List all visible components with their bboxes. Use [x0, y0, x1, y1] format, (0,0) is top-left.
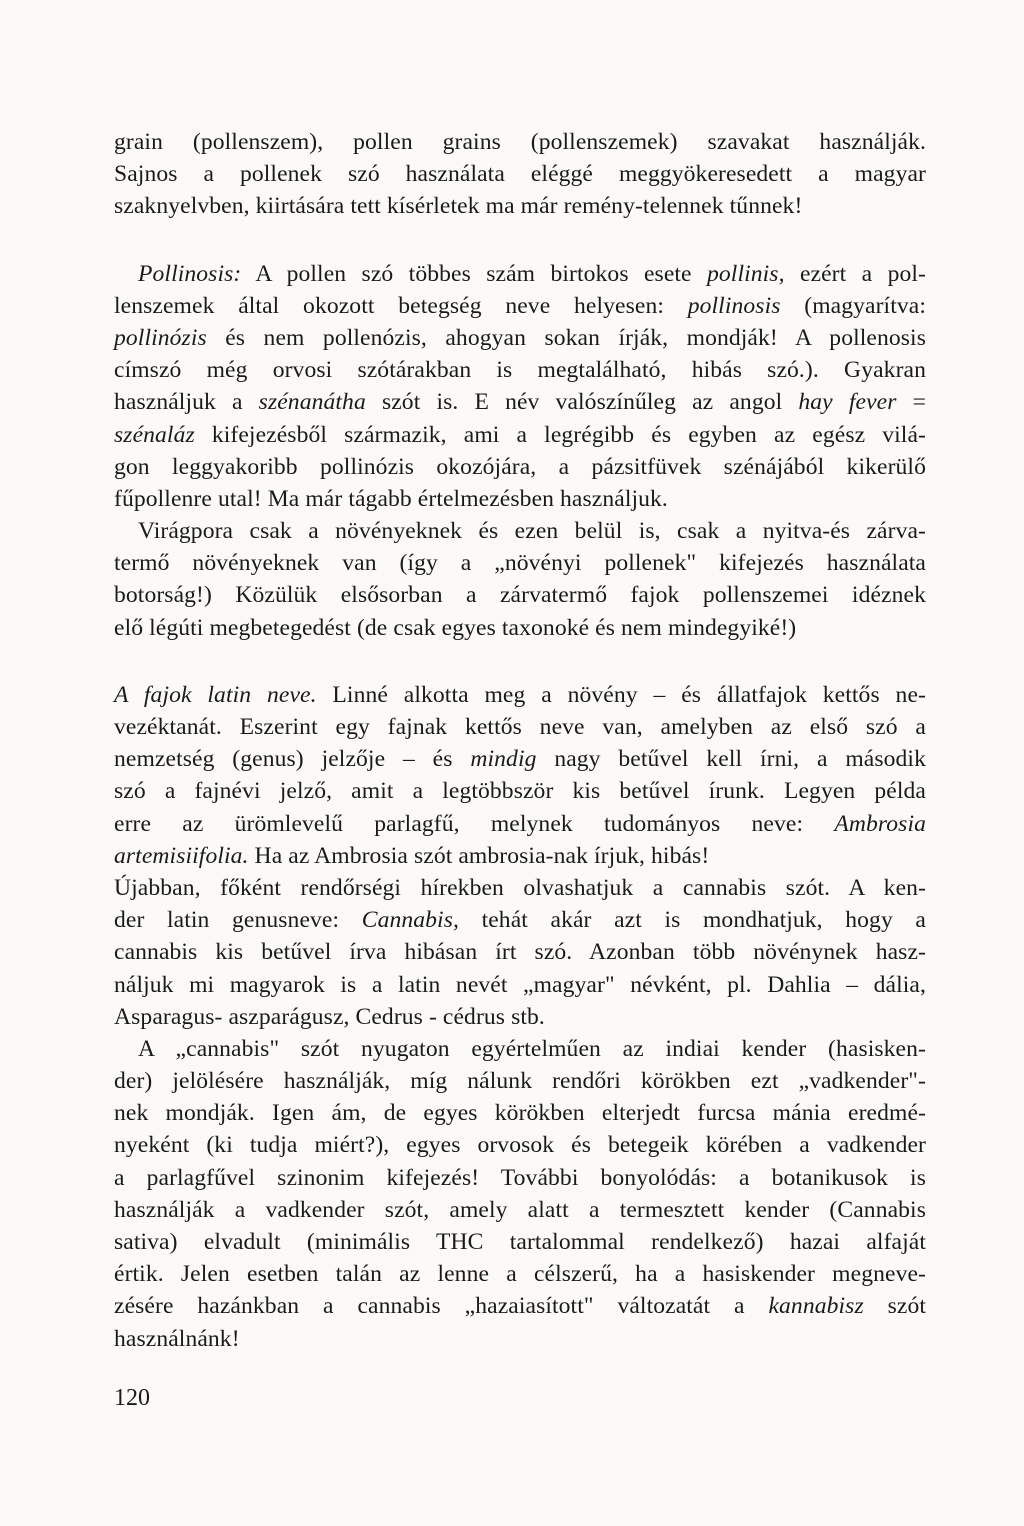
text-line [114, 190, 926, 222]
text-run: szót is. E név valószínűleg az angol [365, 389, 799, 416]
text-run: fűpollenre utal! Ma már tágabb értelmezésben használjuk. [114, 485, 668, 512]
text-line [114, 579, 926, 611]
text-run: szót [863, 1293, 926, 1320]
text-run: Ha az Ambrosia szót ambrosia-nak írjuk, hibás! [248, 842, 710, 869]
text-run: a parlagfűvel szinonim kifejezés! További bonyolódás: a botanikusok is [114, 1164, 926, 1191]
text-line [114, 775, 926, 807]
text-run: (magyarítva: [780, 292, 926, 319]
text-run: Virágpora csak a növényeknek és ezen belül is, csak a nyitva-és zárva- [138, 518, 926, 545]
paragraph-gap [114, 223, 926, 258]
text-line [114, 1194, 926, 1226]
text-run: kifejezésből származik, ami a legrégibb és egyben az egész vilá- [194, 421, 926, 448]
text-run: nagy betűvel kell írni, a második [536, 746, 926, 773]
text-line [114, 1162, 926, 1194]
text-run: elő légúti megbetegedést (de csak egyes taxonoké és nem mindegyiké!) [114, 614, 797, 641]
text-run: és nem pollenózis, ahogyan sokan írják, mondják! A pollenosis [206, 324, 926, 351]
text-run: A pollen szó többes szám birtokos esete [241, 260, 707, 287]
text-run: értik. Jelen esetben talán az lenne a célszerű, ha a hasiskender megneve- [114, 1261, 926, 1288]
text-run: grain (pollenszem), pollen grains (pollenszemek) szavakat használják. [114, 129, 926, 155]
text-run: náljuk mi magyarok is a latin nevét „magyar" névként, pl. Dahlia – dália, [114, 971, 926, 998]
text-run: A „cannabis" szót nyugaton egyértelműen az indiai kender (hasisken- [138, 1035, 926, 1062]
text-line [114, 451, 926, 483]
text-line [114, 419, 926, 451]
italic-term: szénanátha [258, 389, 366, 416]
text-run: tehát akár azt is mondhatjuk, hogy a [459, 907, 926, 934]
italic-term: pollinis, [707, 260, 785, 287]
text-line [114, 515, 926, 547]
text-run: = [896, 389, 927, 416]
text-line [114, 483, 926, 515]
text-run: címszó még orvosi szótárakban is megtalálható, hibás szó.). Gyakran [114, 357, 926, 384]
italic-term: szénaláz [114, 421, 195, 448]
text-line [114, 612, 926, 644]
text-line [114, 1226, 926, 1258]
text-run: nemzetség (genus) jelzője – és [114, 746, 471, 773]
text-run: nek mondják. Igen ám, de egyes körökben elterjedt furcsa mánia eredmé- [114, 1100, 926, 1127]
text-line [114, 258, 926, 290]
body-text [114, 126, 926, 1355]
text-run: erre az ürömlevelű parlagfű, melynek tudományos neve: [114, 810, 835, 837]
italic-term: pollinosis [687, 292, 781, 319]
text-line [114, 386, 926, 418]
text-run: Újabban, főként rendőrségi hírekben olvashatjuk a cannabis szót. A ken- [114, 874, 926, 901]
text-line [114, 1033, 926, 1065]
text-line [114, 840, 926, 872]
text-line [114, 354, 926, 386]
text-run: sativa) elvadult (minimális THC tartalommal rendelkező) hazai alfaját [114, 1229, 926, 1255]
text-line [114, 904, 926, 936]
text-run: der) jelölésére használják, míg nálunk rendőri körökben ezt „vadkender"- [114, 1068, 926, 1095]
text-line [114, 711, 926, 743]
text-line [114, 1323, 926, 1355]
text-line [114, 872, 926, 904]
text-run: vezéktanát. Eszerint egy fajnak kettős neve van, amelyben az első szó a [114, 714, 926, 740]
text-run: ezért a pol- [784, 260, 926, 287]
text-line [114, 1065, 926, 1097]
italic-term: artemisiifolia. [114, 842, 249, 869]
text-run: cannabis kis betűvel írva hibásan írt szó. Azonban több növénynek hasz- [114, 939, 926, 966]
text-line [114, 547, 926, 579]
text-run: botorság!) Közülük elsősorban a zárvatermő fajok pollenszemei idéznek [114, 582, 926, 609]
text-line [114, 808, 926, 840]
text-line [114, 1290, 926, 1322]
italic-term: kannabisz [768, 1293, 864, 1320]
text-run: gon leggyakoribb pollinózis okozójára, a pázsitfüvek szénájából kikerülő [114, 453, 926, 480]
text-run: nyeként (ki tudja miért?), egyes orvosok és betegeik körében a vadkender [114, 1132, 926, 1159]
text-run: használnánk! [114, 1325, 240, 1352]
text-line [114, 679, 926, 711]
text-run: szaknyelvben, kiirtására tett kísérletek ma már remény-telennek tűnnek! [114, 193, 803, 220]
text-line [114, 322, 926, 354]
text-run: zésére hazánkban a cannabis „hazaiasított" változatát a [114, 1293, 769, 1320]
text-run: termő növényeknek van (így a „növényi pollenek" kifejezés használata [114, 550, 926, 577]
text-run: használjuk a [114, 389, 259, 416]
text-run: Asparagus- aszparágusz, Cedrus - cédrus stb. [114, 1003, 545, 1030]
text-line [114, 743, 926, 775]
page-number: 120 [114, 1385, 150, 1411]
text-line [114, 1129, 926, 1161]
italic-term: Pollinosis: [138, 260, 242, 287]
italic-term: mindig [470, 746, 537, 773]
italic-term: pollinózis [114, 324, 207, 351]
text-line [114, 1001, 926, 1033]
text-line [114, 1097, 926, 1129]
text-run: Sajnos a pollenek szó használata eléggé meggyökeresedett a magyar [114, 161, 926, 188]
text-line [114, 290, 926, 322]
text-run: lenszemek által okozott betegség neve helyesen: [114, 292, 688, 319]
text-run: használják a vadkender szót, amely alatt a termesztett kender (Cannabis [114, 1196, 926, 1223]
italic-term: Cannabis, [361, 907, 459, 934]
italic-term: Ambrosia [834, 810, 926, 837]
italic-term: A fajok latin neve. [114, 681, 317, 708]
text-line [114, 936, 926, 968]
text-run: der latin genusneve: [114, 907, 362, 934]
italic-term: hay fever [798, 389, 897, 416]
text-run: Linné alkotta meg a növény – és állatfajok kettős ne- [316, 681, 926, 708]
text-line [114, 126, 926, 158]
text-line [114, 969, 926, 1001]
paragraph-gap [114, 644, 926, 679]
text-line [114, 158, 926, 190]
text-run: szó a fajnévi jelző, amit a legtöbbször kis betűvel írunk. Legyen példa [114, 778, 926, 805]
text-line [114, 1258, 926, 1290]
